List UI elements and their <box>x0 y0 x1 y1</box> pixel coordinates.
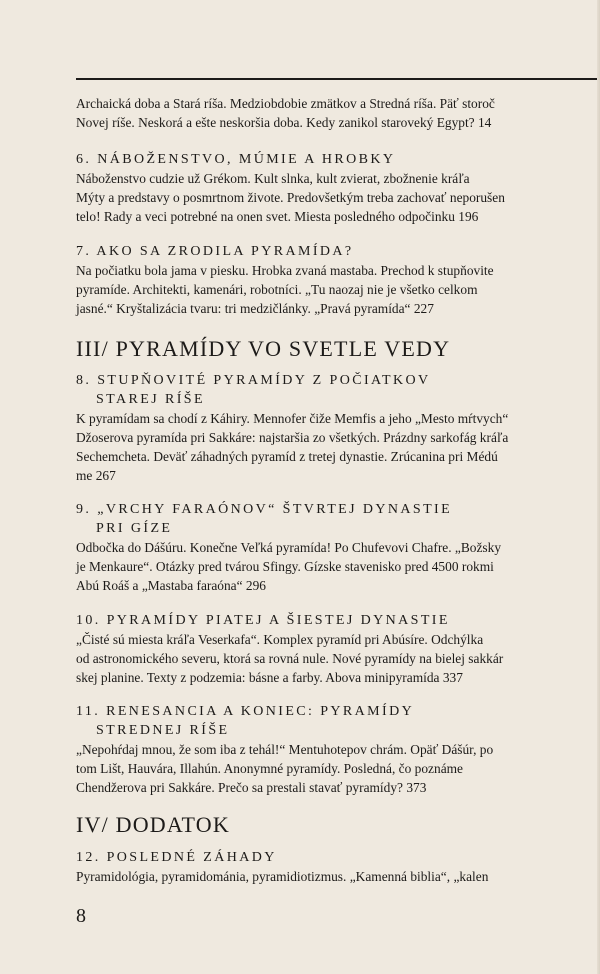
chapter-heading: 7. AKO SA ZRODILA PYRAMÍDA? <box>76 244 354 259</box>
chapter-6 <box>76 150 600 226</box>
entry-line: K pyramídam sa chodí z Káhiry. Mennofer čiže Memfis a jeho „Mesto mŕtvych“ <box>76 411 509 426</box>
chapter-heading-cont: STAREJ RÍŠE <box>96 392 205 407</box>
entry-line: „Čisté sú miesta kráľa Veserkafa“. Komplex pyramíd pri Abúsíre. Odchýlka <box>76 632 484 647</box>
chapter-heading: 12. POSLEDNÉ ZÁHADY <box>76 850 277 865</box>
chapter-heading: 11. RENESANCIA A KONIEC: PYRAMÍDY <box>76 704 415 719</box>
chapter-heading: 8. STUPŇOVITÉ PYRAMÍDY Z POČIATKOV <box>76 373 431 388</box>
entry-line: Náboženstvo cudzie už Grékom. Kult slnka, kult zvierat, zbožnenie kráľa <box>76 171 470 186</box>
chapter-heading-cont: PRI GÍZE <box>96 521 173 536</box>
entry-line: me 267 <box>76 468 116 483</box>
entry-line: Mýty a predstavy o posmrtnom živote. Predovšetkým treba zachovať neporušen <box>76 190 505 205</box>
chapter-9 <box>76 500 600 595</box>
entry-line: od astronomického severu, ktorá sa rovná nule. Nové pyramídy na bielej sakkár <box>76 651 504 666</box>
chapter-11 <box>76 702 600 797</box>
entry-line: Archaická doba a Stará ríša. Medziobdobie zmätkov a Stredná ríša. Päť storoč <box>76 96 495 111</box>
top-rule <box>76 78 600 80</box>
intro-entry <box>76 94 600 132</box>
entry-line: Pyramidológia, pyramidománia, pyramidiotizmus. „Kamenná biblia“, „kalen <box>76 869 489 884</box>
part-heading: III/ PYRAMÍDY VO SVETLE VEDY <box>76 336 451 361</box>
chapter-heading-cont: STREDNEJ RÍŠE <box>96 723 230 738</box>
chapter-8 <box>76 371 600 485</box>
entry-line: „Nepohŕdaj mnou, že som iba z tehál!“ Mentuhotepov chrám. Opäť Dášúr, po <box>76 742 494 757</box>
entry-line: Abú Roáš a „Mastaba faraóna“ 296 <box>76 578 266 593</box>
part-iii-title <box>76 336 600 362</box>
entry-line: Odbočka do Dášúru. Konečne Veľká pyramída! Po Chufevovi Chafre. „Božsky <box>76 540 502 555</box>
entry-line: jasné.“ Kryštalizácia tvaru: tri medzičlánky. „Pravá pyramída“ 227 <box>76 301 434 316</box>
entry-line: Novej ríše. Neskorá a ešte neskoršia doba. Kedy zanikol staroveký Egypt? 14 <box>76 115 492 130</box>
entry-line: tom Lišt, Hauvára, Illahún. Anonymné pyramídy. Posledná, čo poznáme <box>76 761 463 776</box>
entry-line: pyramíde. Architekti, kamenári, robotníci. „Tu naozaj nie je všetko celkom <box>76 282 478 297</box>
entry-line: skej planine. Texty z podzemia: básne a farby. Abova minipyramída 337 <box>76 670 463 685</box>
entry-line: Džoserova pyramída pri Sakkáre: najstaršia zo všetkých. Prázdny sarkofág kráľa <box>76 430 509 445</box>
page-number: 8 <box>76 905 86 927</box>
part-heading: IV/ DODATOK <box>76 812 230 837</box>
chapter-heading: 6. NÁBOŽENSTVO, MÚMIE A HROBKY <box>76 152 396 167</box>
part-iv-title <box>76 812 600 838</box>
chapter-heading: 9. „VRCHY FARAÓNOV“ ŠTVRTEJ DYNASTIE <box>76 502 453 517</box>
entry-line: Chendžerova pri Sakkáre. Prečo sa prestali stavať pyramídy? 373 <box>76 780 427 795</box>
chapter-heading: 10. PYRAMÍDY PIATEJ A ŠIESTEJ DYNASTIE <box>76 613 450 628</box>
entry-line: Sechemcheta. Deväť záhadných pyramíd z tretej dynastie. Zrúcanina pri Médú <box>76 449 498 464</box>
entry-line: telo! Rady a veci potrebné na onen svet. Miesta posledného odpočinku 196 <box>76 209 479 224</box>
entry-line: je Menkaure“. Otázky pred tvárou Sfingy. Gízske stavenisko pred 4500 rokmi <box>76 559 494 574</box>
entry-line: Na počiatku bola jama v piesku. Hrobka zvaná mastaba. Prechod k stupňovite <box>76 263 494 278</box>
chapter-10 <box>76 611 600 687</box>
chapter-12 <box>76 848 600 886</box>
chapter-7 <box>76 242 600 318</box>
